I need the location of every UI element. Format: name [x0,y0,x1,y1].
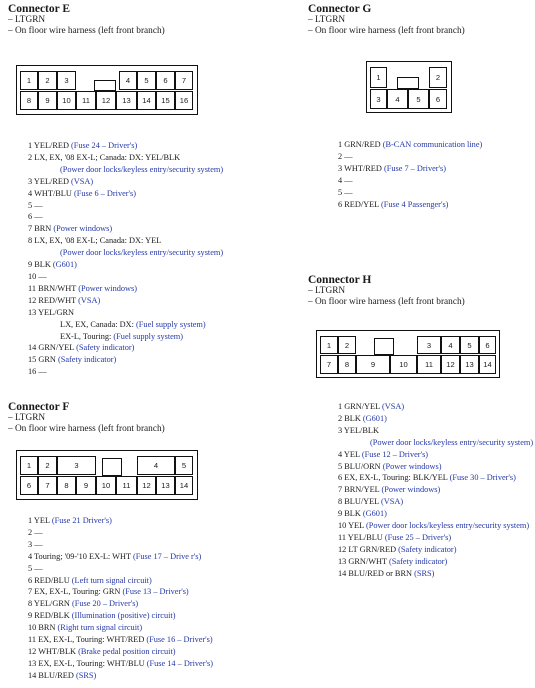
pin-wire: 10 BRN [28,623,58,633]
pin-line [28,247,223,259]
pin-line [28,610,213,622]
pin-line [338,532,533,544]
pin-circuit: (Fuse 25 – Driver's) [384,532,452,542]
pin-line [28,259,223,271]
pin-line [338,413,533,425]
pin-cell: 10 [57,91,76,110]
pin-wire: 11 YEL/BLU [338,532,385,542]
pin-cell: 8 [20,91,38,110]
pin-wire: 6 RED/YEL [338,199,382,209]
pin-circuit: (Power windows) [382,461,442,471]
pin-circuit: (Safety indicator) [398,544,457,554]
pin-line [338,544,533,556]
connector-h-diagram [316,330,500,378]
pin-wire: 2 LX, EX, '08 EX-L; Canada: DX: YEL/BLK [28,152,181,162]
pin-cell: 13 [156,476,175,495]
pin-cell: 7 [175,71,193,90]
pin-circuit: (Fuse 6 – Driver's) [73,188,137,198]
pin-line [338,461,533,473]
connector-f-pin-list [28,515,213,682]
pin-cell: 14 [175,476,193,495]
pin-wire: EX-L, Touring: [60,331,114,341]
pin-line [28,164,223,176]
pin-wire: 1 YEL [28,516,52,525]
pin-wire: 2 — [28,527,43,537]
pin-circuit: (VSA) [78,295,101,305]
pin-line [28,342,223,354]
pin-cell: 2 [38,71,57,90]
connector-e-header [8,3,165,37]
pin-line [28,188,223,200]
pin-wire: 7 EX, EX-L, Touring: GRN [28,587,123,597]
pin-circuit: (Power door locks/keyless entry/security system) [60,248,224,258]
pin-circuit: (Fuse 14 – Driver's) [146,658,213,668]
pin-circuit: (Fuse 17 – Drive r's) [132,551,202,561]
pin-line [338,568,533,580]
pin-cell: 12 [137,476,156,495]
pin-cell: 15 [156,91,175,110]
pin-circuit: (Fuel supply system) [113,331,184,341]
pin-cell: 9 [356,355,390,374]
connector-h-title: Connector H [308,274,372,286]
pin-cell: 1 [20,71,38,90]
pin-cell: 14 [137,91,156,110]
pin-circuit: (Safety indicator) [76,343,135,353]
pin-line [338,449,533,461]
pin-circuit: (Power door locks/keyless entry/security system) [60,164,224,174]
pin-cell: 9 [38,91,57,110]
connector-h-color: – LTGRN [308,286,346,296]
pin-wire: 3 YEL/RED [28,176,72,186]
pin-wire: 9 BLK [338,509,363,519]
pin-cell: 3 [417,336,441,354]
pin-cell: 2 [429,67,447,88]
pin-line [28,307,223,319]
pin-line [28,152,223,164]
pin-line [338,187,482,199]
pin-cell: 6 [479,336,496,354]
pin-wire: 5 — [28,200,43,210]
pin-wire: 10 YEL [338,521,366,531]
pin-cell: 7 [38,476,57,495]
pin-wire: 4 Touring; '09-'10 EX-L: WHT [28,551,133,561]
pin-wire: 3 YEL/BLK [338,425,379,435]
pin-line [28,622,213,634]
pin-cell: 7 [320,355,338,374]
connector-key [397,77,419,89]
pin-cell: 9 [76,476,96,495]
pin-line [338,508,533,520]
pin-cell: 11 [116,476,137,495]
pin-wire: 12 LT GRN/RED [338,544,399,554]
pin-cell: 2 [338,336,356,354]
pin-wire: 8 YEL/GRN [28,599,72,609]
pin-line [28,176,223,188]
pin-wire: 5 — [28,563,43,573]
pin-wire: 2 — [338,151,353,161]
connector-g-diagram [366,61,452,113]
pin-wire: 16 — [28,367,47,377]
pin-cell: 2 [38,456,57,475]
pin-wire: 6 — [28,212,43,222]
pin-line [28,283,223,295]
pin-line [338,151,482,163]
pin-wire: 14 GRN/YEL [28,343,77,353]
pin-circuit: (Brake pedal position circuit) [78,646,176,656]
pin-wire: 3 WHT/RED [338,163,384,173]
connector-h-header [308,274,465,308]
pin-cell: 12 [441,355,460,374]
pin-line [28,354,223,366]
pin-circuit: (G601) [362,413,387,423]
pin-wire: 1 YEL/RED [28,141,72,150]
pin-line [28,331,223,343]
pin-line [28,670,213,682]
pin-circuit: (Safety indicator) [389,556,448,566]
pin-line [28,295,223,307]
pin-line [28,539,213,551]
connector-h-pin-list [338,401,533,580]
pin-cell: 5 [137,71,156,90]
pin-cell: 5 [460,336,479,354]
connector-e-diagram [16,65,198,115]
pin-cell: 8 [338,355,356,374]
pin-circuit: (Power windows) [381,485,441,495]
pin-cell: 3 [57,456,96,475]
pin-circuit: (Fuse 13 – Driver's) [122,587,189,597]
pin-cell: 1 [370,67,387,88]
pin-cell: 13 [460,355,479,374]
connector-f-color: – LTGRN [8,413,46,423]
pin-line [338,520,533,532]
connector-f-title: Connector F [8,401,70,413]
pin-circuit: (Safety indicator) [57,355,117,365]
pin-wire: 6 RED/BLU [28,575,72,585]
pin-wire: 4 WHT/BLU [28,188,74,198]
pin-cell: 6 [429,89,447,109]
pin-cell: 13 [116,91,137,110]
connector-g-color: – LTGRN [308,15,346,25]
pin-wire: 1 GRN/YEL [338,402,382,411]
pin-circuit: (VSA) [381,402,405,411]
pin-line [338,163,482,175]
pin-cell: 16 [175,91,193,110]
connector-g-pin-list [338,139,482,210]
pin-circuit: (VSA) [71,176,94,186]
pin-wire: 12 WHT/BLK [28,646,79,656]
pin-cell: 8 [57,476,76,495]
pin-wire: 12 RED/WHT [28,295,79,305]
pin-line [28,319,223,331]
pin-circuit: (G601) [362,509,387,519]
pin-cell: 5 [175,456,193,475]
pin-cell: 1 [320,336,338,354]
pin-wire: 8 BLU/YEL [338,497,382,507]
pin-circuit: (Fuse 21 Driver's) [51,516,112,525]
pin-wire: 4 — [338,175,353,185]
pin-wire: 5 — [338,187,353,197]
pin-wire: 7 BRN/YEL [338,485,382,495]
pin-cell: 12 [96,91,116,110]
pin-line [28,551,213,563]
pin-line [338,437,533,449]
pin-line [28,235,223,247]
pin-circuit: (Power windows) [53,224,113,234]
pin-line [338,472,533,484]
pin-wire: 14 BLU/RED [28,670,76,680]
pin-wire: 7 BRN [28,224,54,234]
pin-circuit: (Power door locks/keyless entry/security system) [365,521,530,531]
connector-h-location: – On floor wire harness (left front branch) [308,297,465,307]
pin-line [338,425,533,437]
connector-g-title: Connector G [308,3,372,15]
pin-line [338,199,482,211]
pin-wire: 13 GRN/WHT [338,556,390,566]
pin-wire: 13 EX, EX-L, Touring: WHT/BLU [28,658,147,668]
pin-cell: 11 [76,91,96,110]
pin-line [28,223,223,235]
pin-circuit: (SRS) [414,568,435,578]
pin-circuit: (Left turn signal circuit) [71,575,152,585]
connector-f-header [8,401,165,435]
pin-wire: LX, EX, Canada: DX: [60,319,137,329]
pin-cell: 5 [408,89,429,109]
pin-line [338,175,482,187]
pin-circuit: (G601) [52,260,77,270]
pin-wire: 3 — [28,539,43,549]
connector-f-location: – On floor wire harness (left front branch) [8,424,165,434]
pin-circuit: (Fuel supply system) [136,319,206,329]
connector-e-location: – On floor wire harness (left front branch) [8,26,165,36]
pin-line [338,139,482,151]
connector-e-color: – LTGRN [8,15,46,25]
pin-cell: 4 [441,336,460,354]
pin-line [28,634,213,646]
pin-wire: 8 LX, EX, '08 EX-L; Canada: DX: YEL [28,236,162,246]
pin-cell: 4 [387,89,408,109]
pin-wire: 6 EX, EX-L, Touring: BLK/YEL [338,473,450,483]
pin-line [28,527,213,539]
pin-cell: 4 [137,456,175,475]
pin-circuit: (Fuse 16 – Driver's) [146,635,213,645]
pin-cell: 10 [390,355,417,374]
pin-circuit: (Power windows) [78,283,138,293]
pin-cell: 11 [417,355,441,374]
connector-key [94,80,116,91]
pin-circuit: (SRS) [75,670,97,680]
pin-line [28,586,213,598]
pin-cell: 10 [96,476,116,495]
pin-wire: 2 BLK [338,413,363,423]
connector-e-pin-list [28,140,223,378]
pin-circuit: (Fuse 4 Passenger's) [381,199,449,209]
pin-line [338,484,533,496]
pin-line [28,515,213,527]
pin-circuit: (Fuse 30 – Driver's) [449,473,516,483]
connector-g-location: – On floor wire harness (left front branch) [308,26,465,36]
pin-wire: 5 BLU/ORN [338,461,383,471]
pin-wire: 13 YEL/GRN [28,307,75,317]
pin-circuit: (B-CAN communication line) [382,140,483,149]
pin-line [28,646,213,658]
pin-wire: 11 BRN/WHT [28,283,79,293]
pin-wire: 11 EX, EX-L, Touring: WHT/RED [28,635,147,645]
pin-wire: 4 YEL [338,449,362,459]
pin-cell: 14 [479,355,496,374]
pin-line [28,140,223,152]
pin-line [338,496,533,508]
pin-circuit: (Right turn signal circuit) [57,623,143,633]
pin-cell: 3 [57,71,76,90]
pin-cell: 6 [156,71,175,90]
connector-key [374,338,394,355]
pin-line [28,271,223,283]
pin-wire: 14 BLU/RED or BRN [338,568,415,578]
pin-line [28,200,223,212]
pin-wire: 10 — [28,271,47,281]
pin-line [28,575,213,587]
pin-circuit: (Illumination (positive) circuit) [71,611,176,621]
pin-line [28,211,223,223]
pin-wire: 1 GRN/RED [338,140,383,149]
pin-circuit: (Fuse 20 – Driver's) [71,599,139,609]
pin-line [338,401,533,413]
pin-circuit: (VSA) [381,497,404,507]
pin-line [338,556,533,568]
connector-e-title: Connector E [8,3,71,15]
pin-line [28,366,223,378]
pin-circuit: (Fuse 24 – Driver's) [71,141,138,150]
pin-line [28,658,213,670]
pin-line [28,563,213,575]
pin-circuit: (Power door locks/keyless entry/security system) [370,437,534,447]
pin-circuit: (Fuse 12 – Driver's) [361,449,429,459]
pin-cell: 6 [20,476,38,495]
pin-wire: 15 GRN [28,355,58,365]
pin-circuit: (Fuse 7 – Driver's) [383,163,447,173]
connector-g-header [308,3,465,37]
pin-wire: 9 RED/BLK [28,611,72,621]
connector-f-diagram [16,450,198,500]
pin-cell: 4 [119,71,137,90]
pin-cell: 1 [20,456,38,475]
connector-key [102,458,122,476]
pin-wire: 9 BLK [28,260,53,270]
pin-cell: 3 [370,89,387,109]
pin-line [28,598,213,610]
